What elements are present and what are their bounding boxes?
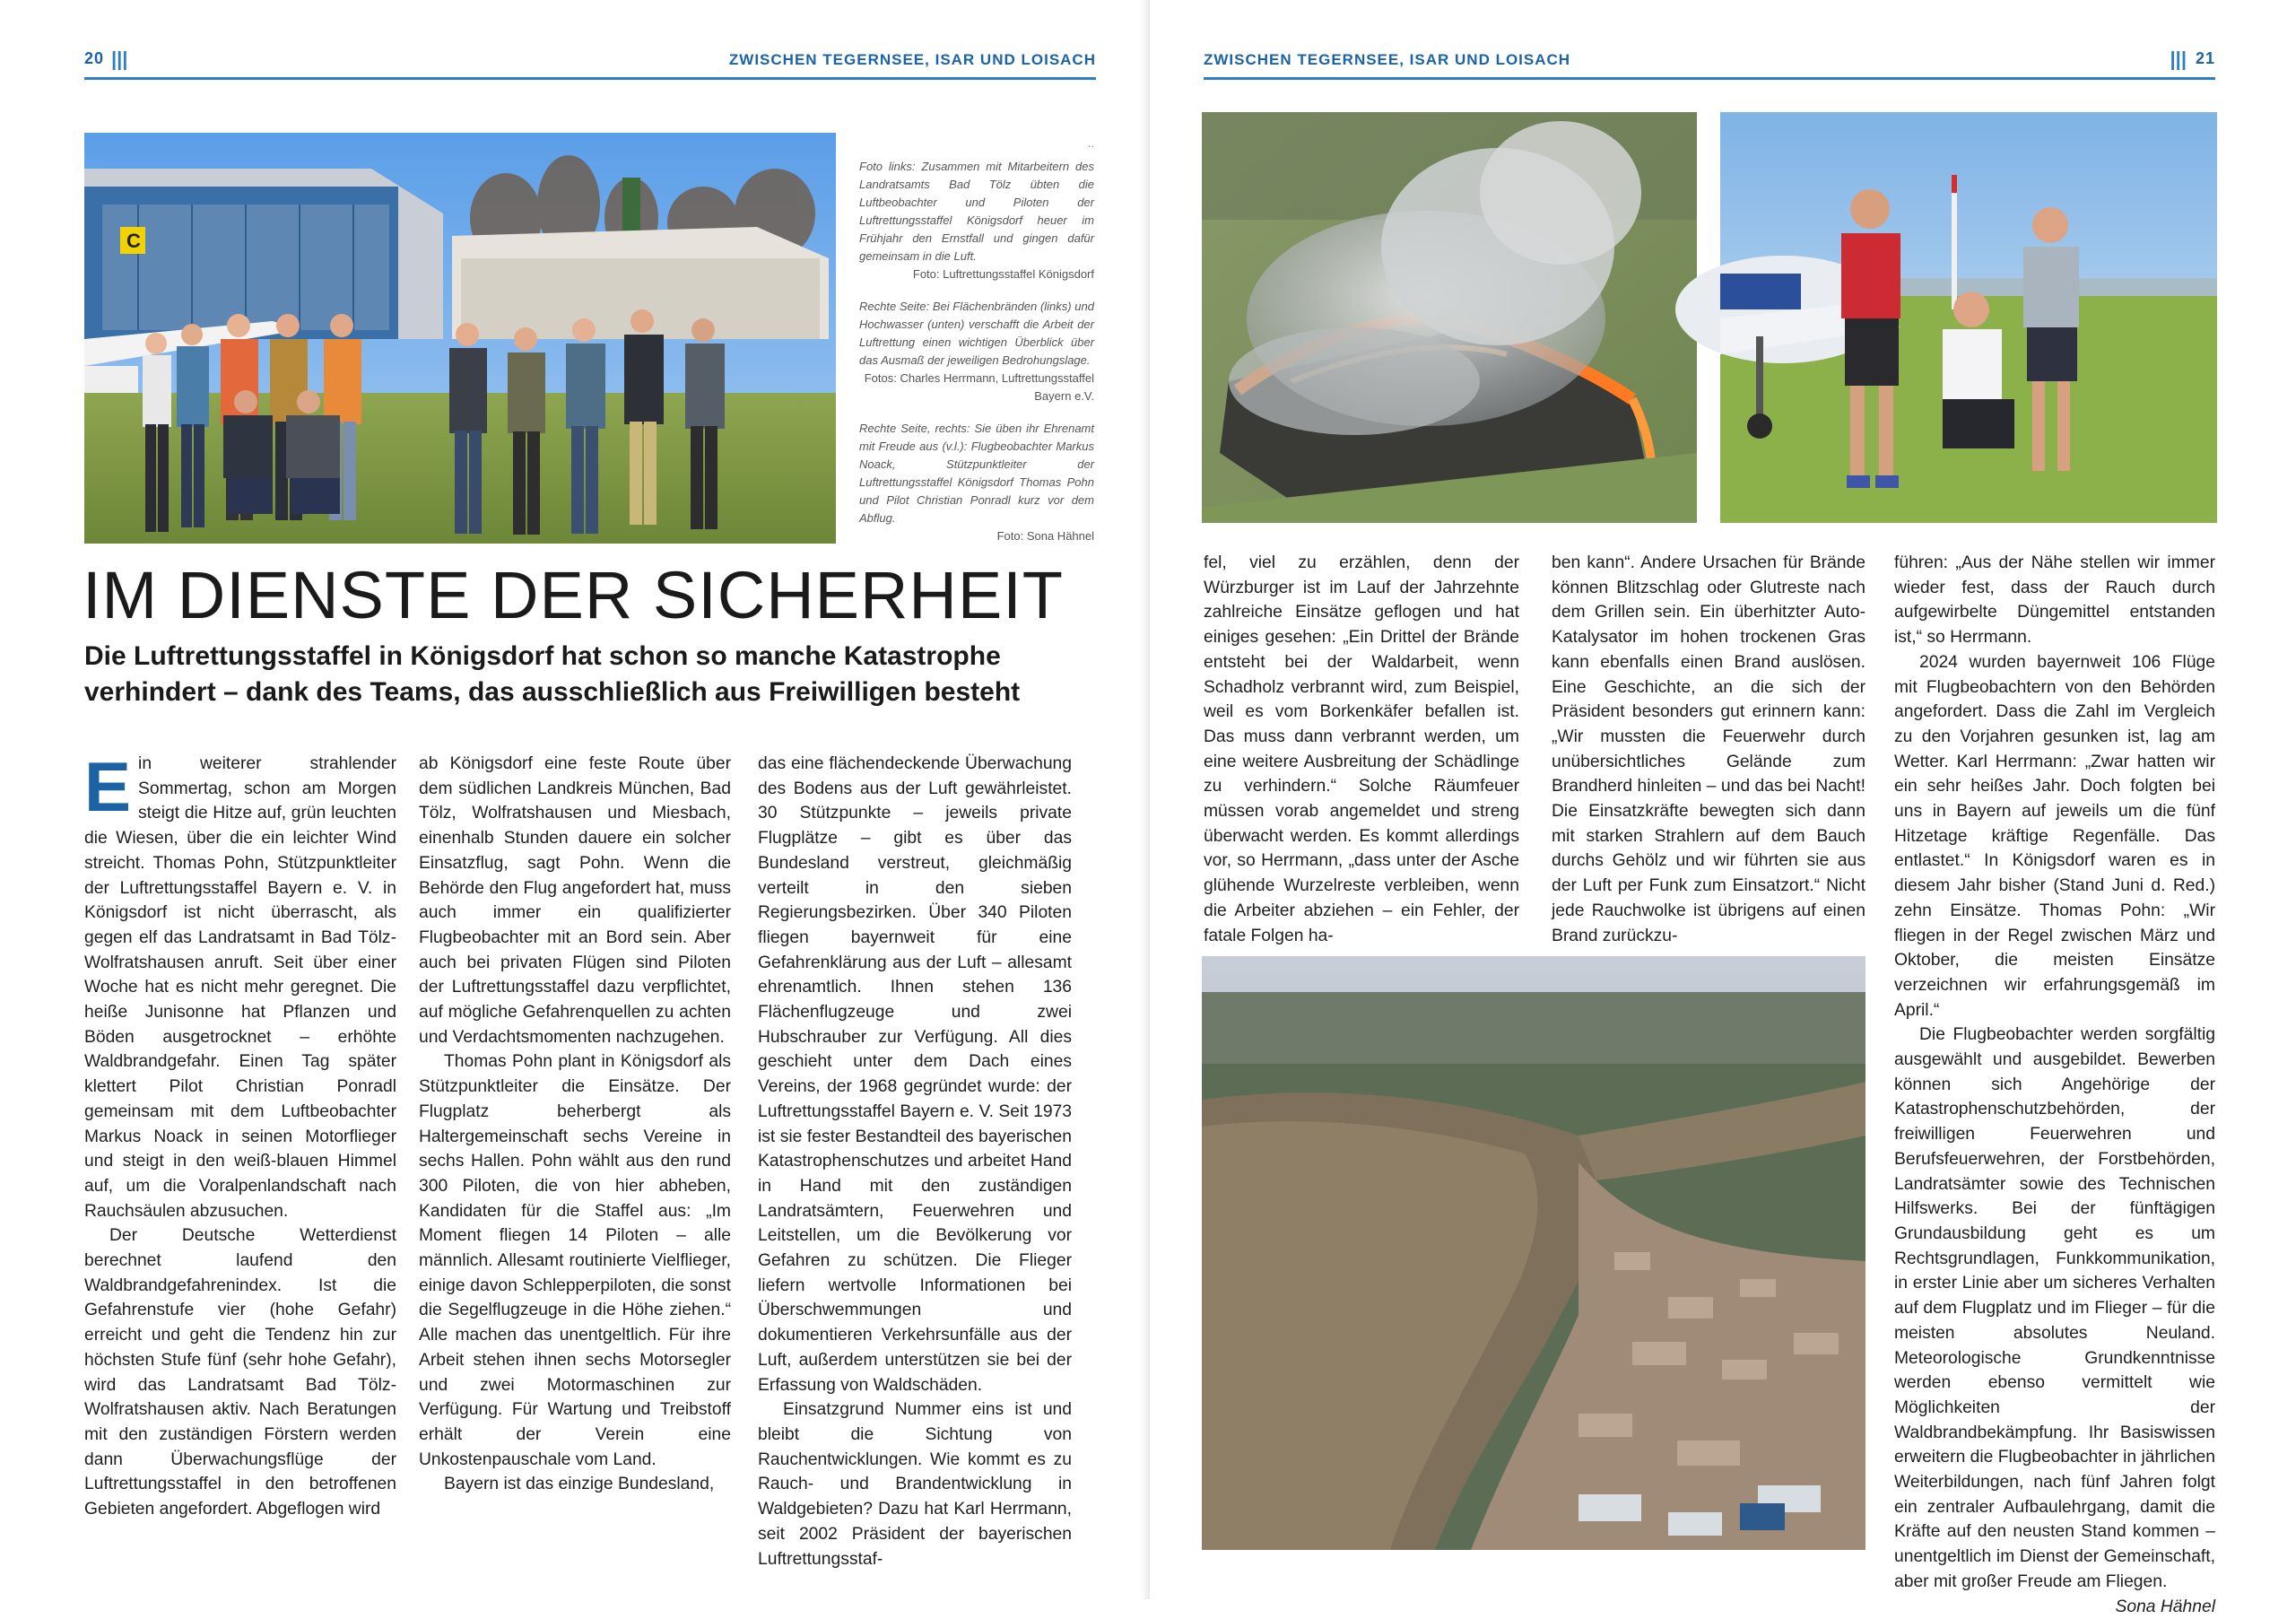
running-head-right: ZWISCHEN TEGERNSEE, ISAR UND LOISACH xyxy=(1204,51,1571,68)
caption-dots: .. xyxy=(1087,136,1094,150)
header-bars-icon: ||| xyxy=(111,48,128,70)
caption-1 xyxy=(859,158,1094,283)
running-head-left: ZWISCHEN TEGERNSEE, ISAR UND LOISACH xyxy=(728,51,1096,68)
paragraph-text: in weiterer strahlender Sommertag, schon am Morgen steigt die Hitze auf, grün leuchten die Wiesen, über die ein leichter Wind streicht. Thomas Pohn, Stützpunktleiter der Luftrettungsstaffel Bayern e. V. in Königsdorf ist nicht überrascht, als gegen elf das Landratsamt in Bad Tölz-Wolfratshausen anruft. Seit über einer Woche hat es nicht mehr geregnet. Die heiße Junisonne hat Pflanzen und Böden ausgetrocknet – erhöhte Waldbrandgefahr. Einen Tag später klettert Pilot Christian Ponradl gemeinsam mit dem Luftbeobachter Markus Noack in seinen Motorflieger und steigt in den weiß-blauen Himmel auf, um die Voralpenlandschaft nach Rauchsäulen abzusuchen. xyxy=(84,754,396,1221)
caption-2-credit: Fotos: Charles Herrmann, Luftrettungsstaffel Bayern e.V. xyxy=(864,371,1094,403)
article-headline: IM DIENSTE DER SICHERHEIT xyxy=(83,558,1064,632)
paragraph: 2024 wurden bayernweit 106 Flüge mit Flugbeobachtern von den Behörden angefordert. Dass die Zahl im Vergleich zu den Vorjahren gesunken ist, lag am Wetter. Karl Herrmann: „Zwar hatten wir ein sehr heißes Jahr. Doch folgten bei uns in Bayern auf jeweils um die fünf Hitzetage kräftige Regenfälle. Das entlastet.“ In Königsdorf waren es in diesem Jahr bisher (Stand Juni d. Red.) zehn Einsätze. Thomas Pohn: „Wir fliegen in der Regel zwischen März und Oktober, die meisten Einsätze verzeichnen wir erfahrungsgemäß im April.“ xyxy=(1894,652,2215,1020)
left-header xyxy=(84,49,1096,80)
svg-text:C: C xyxy=(126,230,141,252)
header-bars-icon: ||| xyxy=(2170,48,2187,70)
paragraph: Einsatzgrund Nummer eins ist und bleibt die Sichtung von Rauchentwicklungen. Wie kommt es zu Rauch- und Brandentwicklung in Waldgebieten? Dazu hat Karl Herrmann, seit 2002 Präsident der bayerischen Luftrettungsstaf- xyxy=(758,1400,1072,1569)
photo-captions xyxy=(859,135,1094,560)
paragraph: Thomas Pohn plant in Königsdorf als Stützpunktleiter die Einsätze. Der Flugplatz beherbergt als Haltergemeinschaft sechs Vereine in sechs Hallen. Pohn wählt aus den rund 300 Piloten, die von hier abheben, Kandidaten für die Staffel aus: „Im Moment fliegen 14 Piloten – alle männlich. Allesamt routinierte Vielflieger, einige davon Schlepperpiloten, die sonst die Segelflugzeuge in die Höhe ziehen.“ Alle machen das unentgeltlich. Für ihre Arbeit stehen ihnen sechs Motorsegler und zwei Motormaschinen zur Verfügung. Für Wartung und Treibstoff erhält der Verein eine Unkostenpauschale vom Land. xyxy=(419,1052,731,1469)
page-number-left: 20 xyxy=(84,49,105,67)
right-page xyxy=(1150,0,2296,1616)
right-column-1 xyxy=(1204,551,1519,948)
team-photo xyxy=(1720,112,2217,523)
paragraph: ben kann“. Andere Ursachen für Brände können Blitzschlag oder Glutreste nach dem Grillen sein. Ein überhitzter Auto-Katalysator im hohen trockenen Gras kann ebenfalls einen Brand auslösen. Eine Geschichte, an die sich der Präsident besonders gut erinnern kann: „Wir mussten die Feuerwehr durch unübersichtliches Gelände zum Brandherd hinleiten – und das bei Nacht! Die Einsatzkräfte bewegten sich dann mit starken Strahlern auf dem Bauch durchs Gehölz und wir führten sie aus der Luft per Funk zum Einsatzort.“ Nicht jede Rauchwolke ist übrigens auf einen Brand zurückzu- xyxy=(1552,553,1866,945)
flood-photo-image xyxy=(1202,956,1866,1550)
right-column-2 xyxy=(1552,551,1866,948)
paragraph: fel, viel zu erzählen, denn der Würzburger ist im Lauf der Jahrzehnte zahlreiche Einsätze geflogen und hat einiges gesehen: „Ein Drittel der Brände entsteht bei der Waldarbeit, wenn Schadholz verbrannt wird, zum Beispiel, weil es vom Borkenkäfer befallen ist. Das muss dann verbrannt werden, um eine weitere Ausbreitung der Schädlinge zu verhindern.“ Solche Räumfeuer müssen vorab angemeldet und streng überwacht werden. Es kommt allerdings vor, so Herrmann, „dass unter der Asche glühende Wurzelreste verbleiben, wenn die Arbeiter abziehen – ein Fehler, der fatale Folgen ha- xyxy=(1204,553,1519,945)
paragraph: Der Deutsche Wetterdienst berechnet laufend den Waldbrandgefahrenindex. Ist die Gefahrenstufe vier (hohe Gefahr) erreicht und geht die Tendenz hin zur höchsten Stufe fünf (sehr hohe Gefahr), wird das Landratsamt Bad Tölz-Wolfratshausen aktiv. Nach Beratungen mit den zuständigen Förstern werden dann Überwachungsflüge der Luftrettungsstaffel in den betroffenen Gebieten angefordert. Abgeflogen wird xyxy=(84,1226,396,1519)
page-number-right: 21 xyxy=(2195,49,2215,67)
caption-2-text: Rechte Seite: Bei Flächenbränden (links) und Hochwasser (unten) verschafft die Arbeit der Luftrettung einen wichtigen Überblick über das Ausmaß der jeweiligen Bedrohungslage. xyxy=(859,300,1094,367)
paragraph: das eine flächendeckende Überwachung des Bodens aus der Luft gewährleistet. 30 Stützpunkte – jeweils private Flugplätze – gibt es über das Bundesland verstreut, gleichmäßig verteilt in den sieben Regierungsbezirken. Über 340 Piloten fliegen bayernweit für eine Gefahrenklärung aus der Luft – allesamt ehrenamtlich. Ihnen stehen 136 Flächenflugzeuge und zwei Hubschrauber zur Verfügung. All dies geschieht unter dem Dach eines Vereins, der 1968 gegründet wurde: der Luftrettungsstaffel Bayern e. V. Seit 1973 ist sie fester Bestandteil des bayerischen Katastrophenschutzes und arbeitet Hand in Hand mit den zuständigen Landratsämtern, Feuerwehren und Leitstellen, um die Bevölkerung vor Gefahren zu schützen. Die Flieger liefern wertvolle Informationen bei Überschwemmungen und dokumentieren Verkehrsunfälle aus der Luft, außerdem unterstützen sie bei der Erfassung von Waldschäden. xyxy=(758,754,1072,1395)
group-photo xyxy=(84,133,836,544)
paragraph: führen: „Aus der Nähe stellen wir immer wieder fest, dass der Rauch durch aufgewirbelte Düngemittel entstanden ist,“ so Herrmann. xyxy=(1894,553,2215,648)
left-page xyxy=(0,0,1148,1599)
wildfire-photo xyxy=(1202,112,1697,523)
caption-3-text: Rechte Seite, rechts: Sie üben ihr Ehrenamt mit Freude aus (v.l.): Flugbeobachter Markus Noack, Stützpunktleiter der Luftrettungsstaffel Königsdorf Thomas Pohn und Pilot Christian Ponradl kurz vor dem Abflug. xyxy=(859,422,1094,525)
paragraph: Die Flugbeobachter werden sorgfältig ausgewählt und ausgebildet. Bewerben können sich Angehörige der Katastrophenschutzbehörden, der freiwilligen Feuerwehren und Berufsfeuerwehren, der Forstbehörden, Landratsämter sowie des Technischen Hilfswerks. Bei der fünftägigen Grundausbildung geht es um Rechtsgrundlagen, Funkkommunikation, in erster Linie aber um sicheres Verhalten auf dem Flugplatz und im Flieger – für die meisten absolutes Neuland. Meteorologische Grundkenntnisse werden ebenso vermittelt wie Möglichkeiten der Waldbrandbekämpfung. Ihr Basiswissen erweitern die Flugbeobachter in jährlichen Weiterbildungen, nach fünf Jahren folgt ein zentraler Aufbaulehrgang, damit die Kräfte auf den neusten Stand kommen – unentgeltlich im Dienst der Gemeinschaft, aber mit großer Freude am Fliegen. xyxy=(1894,1025,2215,1591)
paragraph: Bayern ist das einzige Bundesland, xyxy=(444,1475,715,1494)
team-photo-image xyxy=(1720,112,2217,523)
left-column-3 xyxy=(758,752,1072,1571)
left-column-2 xyxy=(419,752,731,1497)
right-column-3 xyxy=(1894,551,2215,1619)
wildfire-photo-image xyxy=(1202,112,1697,523)
paragraph: ab Königsdorf eine feste Route über dem südlichen Landkreis München, Bad Tölz, Wolfratshausen und Miesbach, einenhalb Stunden dauere ein solcher Einsatzflug, sagt Pohn. Wenn die Behörde den Flug angefordert hat, muss auch immer ein qualifizierter Flugbeobachter mit an Bord sein. Aber auch bei privaten Flügen sind Piloten der Luftrettungsstaffel dazu verpflichtet, auf mögliche Gefahrenquellen zu achten und Verdachtsmomenten nachzugehen. xyxy=(419,754,731,1047)
caption-3 xyxy=(859,420,1094,545)
left-column-1 xyxy=(84,747,396,1522)
article-subheadline: Die Luftrettungsstaffel in Königsdorf hat schon so manche Katastrophe verhindert – dank des Teams, das ausschließlich aus Freiwilligen besteht xyxy=(84,641,1021,707)
author-signature: Sona Hähnel xyxy=(2115,1597,2215,1616)
caption-1-text: Foto links: Zusammen mit Mitarbeitern des Landratsamts Bad Tölz übten die Luftbeobachter und Piloten der Luftrettungsstaffel Königsdorf heuer im Frühjahr den Ernstfall und gingen dafür gemeinsam in die Luft. xyxy=(859,160,1094,263)
right-header xyxy=(1204,49,2215,80)
caption-2 xyxy=(859,298,1094,405)
flood-photo xyxy=(1202,956,1866,1550)
paragraph xyxy=(84,747,396,1223)
group-photo-image xyxy=(84,133,836,544)
drop-cap: E xyxy=(84,747,132,826)
caption-3-credit: Foto: Sona Hähnel xyxy=(996,529,1094,543)
caption-1-credit: Foto: Luftrettungsstaffel Königsdorf xyxy=(912,267,1094,281)
